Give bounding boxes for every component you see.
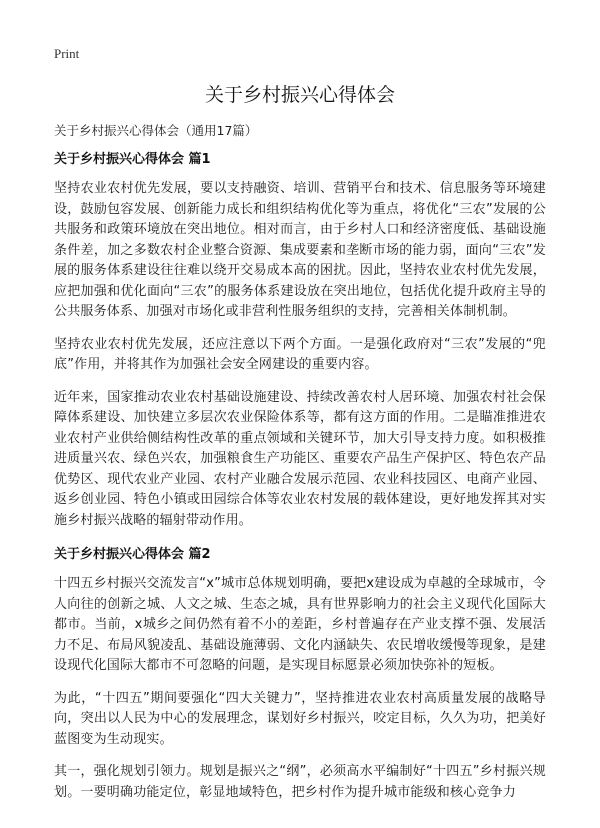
page-title: 关于乡村振兴心得体会	[204, 84, 395, 106]
print-link[interactable]: Print	[54, 46, 80, 61]
document-subtitle: 关于乡村振兴心得体会（通用17篇）	[54, 123, 258, 138]
document-body	[54, 148, 546, 815]
paragraph: 为此，“十四五”期间要强化“四大关键力”，坚持推进农业农村高质量发展的战略导向，突出以人民为中心的发展理念，谋划好乡村振兴，咬定目标，久久为功，把美好蓝图变为生动现实。	[54, 690, 546, 747]
section-heading: 关于乡村振兴心得体会 篇2	[54, 547, 211, 562]
paragraph: 坚持农业农村优先发展，要以支持融资、培训、营销平台和技术、信息服务等环境建设，鼓励包容发展、创新能力成长和组织结构优化等为重点，将优化“三农”发展的公共服务和政策环境放在突出地位。相对而言，由于乡村人口和经济密度低、基础设施条件差，加之多数农村企业整合资源、集成要素和垄断市场的能力弱，面向“三农”发展的服务体系建设往往难以绕开交易成本高的困扰。因此，坚持农业农村优先发展，应把加强和优化面向“三农”的服务体系建设放在突出地位，包括优化提升政府主导的公共服务体系、加强对市场化或非营利性服务组织的支持，完善相关体制机制。	[54, 181, 546, 319]
paragraph: 近年来，国家推动农业农村基础设施建设、持续改善农村人居环境、加强农村社会保障体系建设、加快建立多层次农业保险体系等，都有这方面的作用。二是瞄准推进农业农村产业供给侧结构性改革的重点领域和关键环节，加大引导支持力度。如积极推进质量兴农、绿色兴农，加强粮食生产功能区、重要农产品生产保护区、特色农产品优势区、现代农业产业园、农村产业融合发展示范园、农业科技园区、电商产业园、返乡创业园、特色小镇或田园综合体等农业农村发展的载体建设，更好地发挥其对实施乡村振兴战略的辐射带动作用。	[54, 389, 546, 528]
section-heading: 关于乡村振兴心得体会 篇1	[54, 152, 211, 167]
paragraph: 十四五乡村振兴交流发言“x”城市总体规划明确，要把x建设成为卓越的全球城市，令人向往的创新之城、人文之城、生态之城，具有世界影响力的社会主义现代化国际大都市。当前，x城乡之间仍然有着不小的差距，乡村普遍存在产业支撑不强、发展活力不足、布局风貌凌乱、基础设施薄弱、文化内涵缺失、农民增收缓慢等现象，是建设现代化国际大都市不可忽略的问题，是实现目标愿景必须加快弥补的短板。	[54, 576, 546, 673]
paragraph: 其一，强化规划引领力。规划是振兴之“纲”，必须高水平编制好“十四五”乡村振兴规划。一要明确功能定位，彰显地域特色，把乡村作为提升城市能级和核心竞争力	[54, 764, 546, 800]
paragraph: 坚持农业农村优先发展，还应注意以下两个方面。一是强化政府对“三农”发展的“兜底”作用，并将其作为加强社会安全网建设的重要内容。	[54, 336, 546, 372]
